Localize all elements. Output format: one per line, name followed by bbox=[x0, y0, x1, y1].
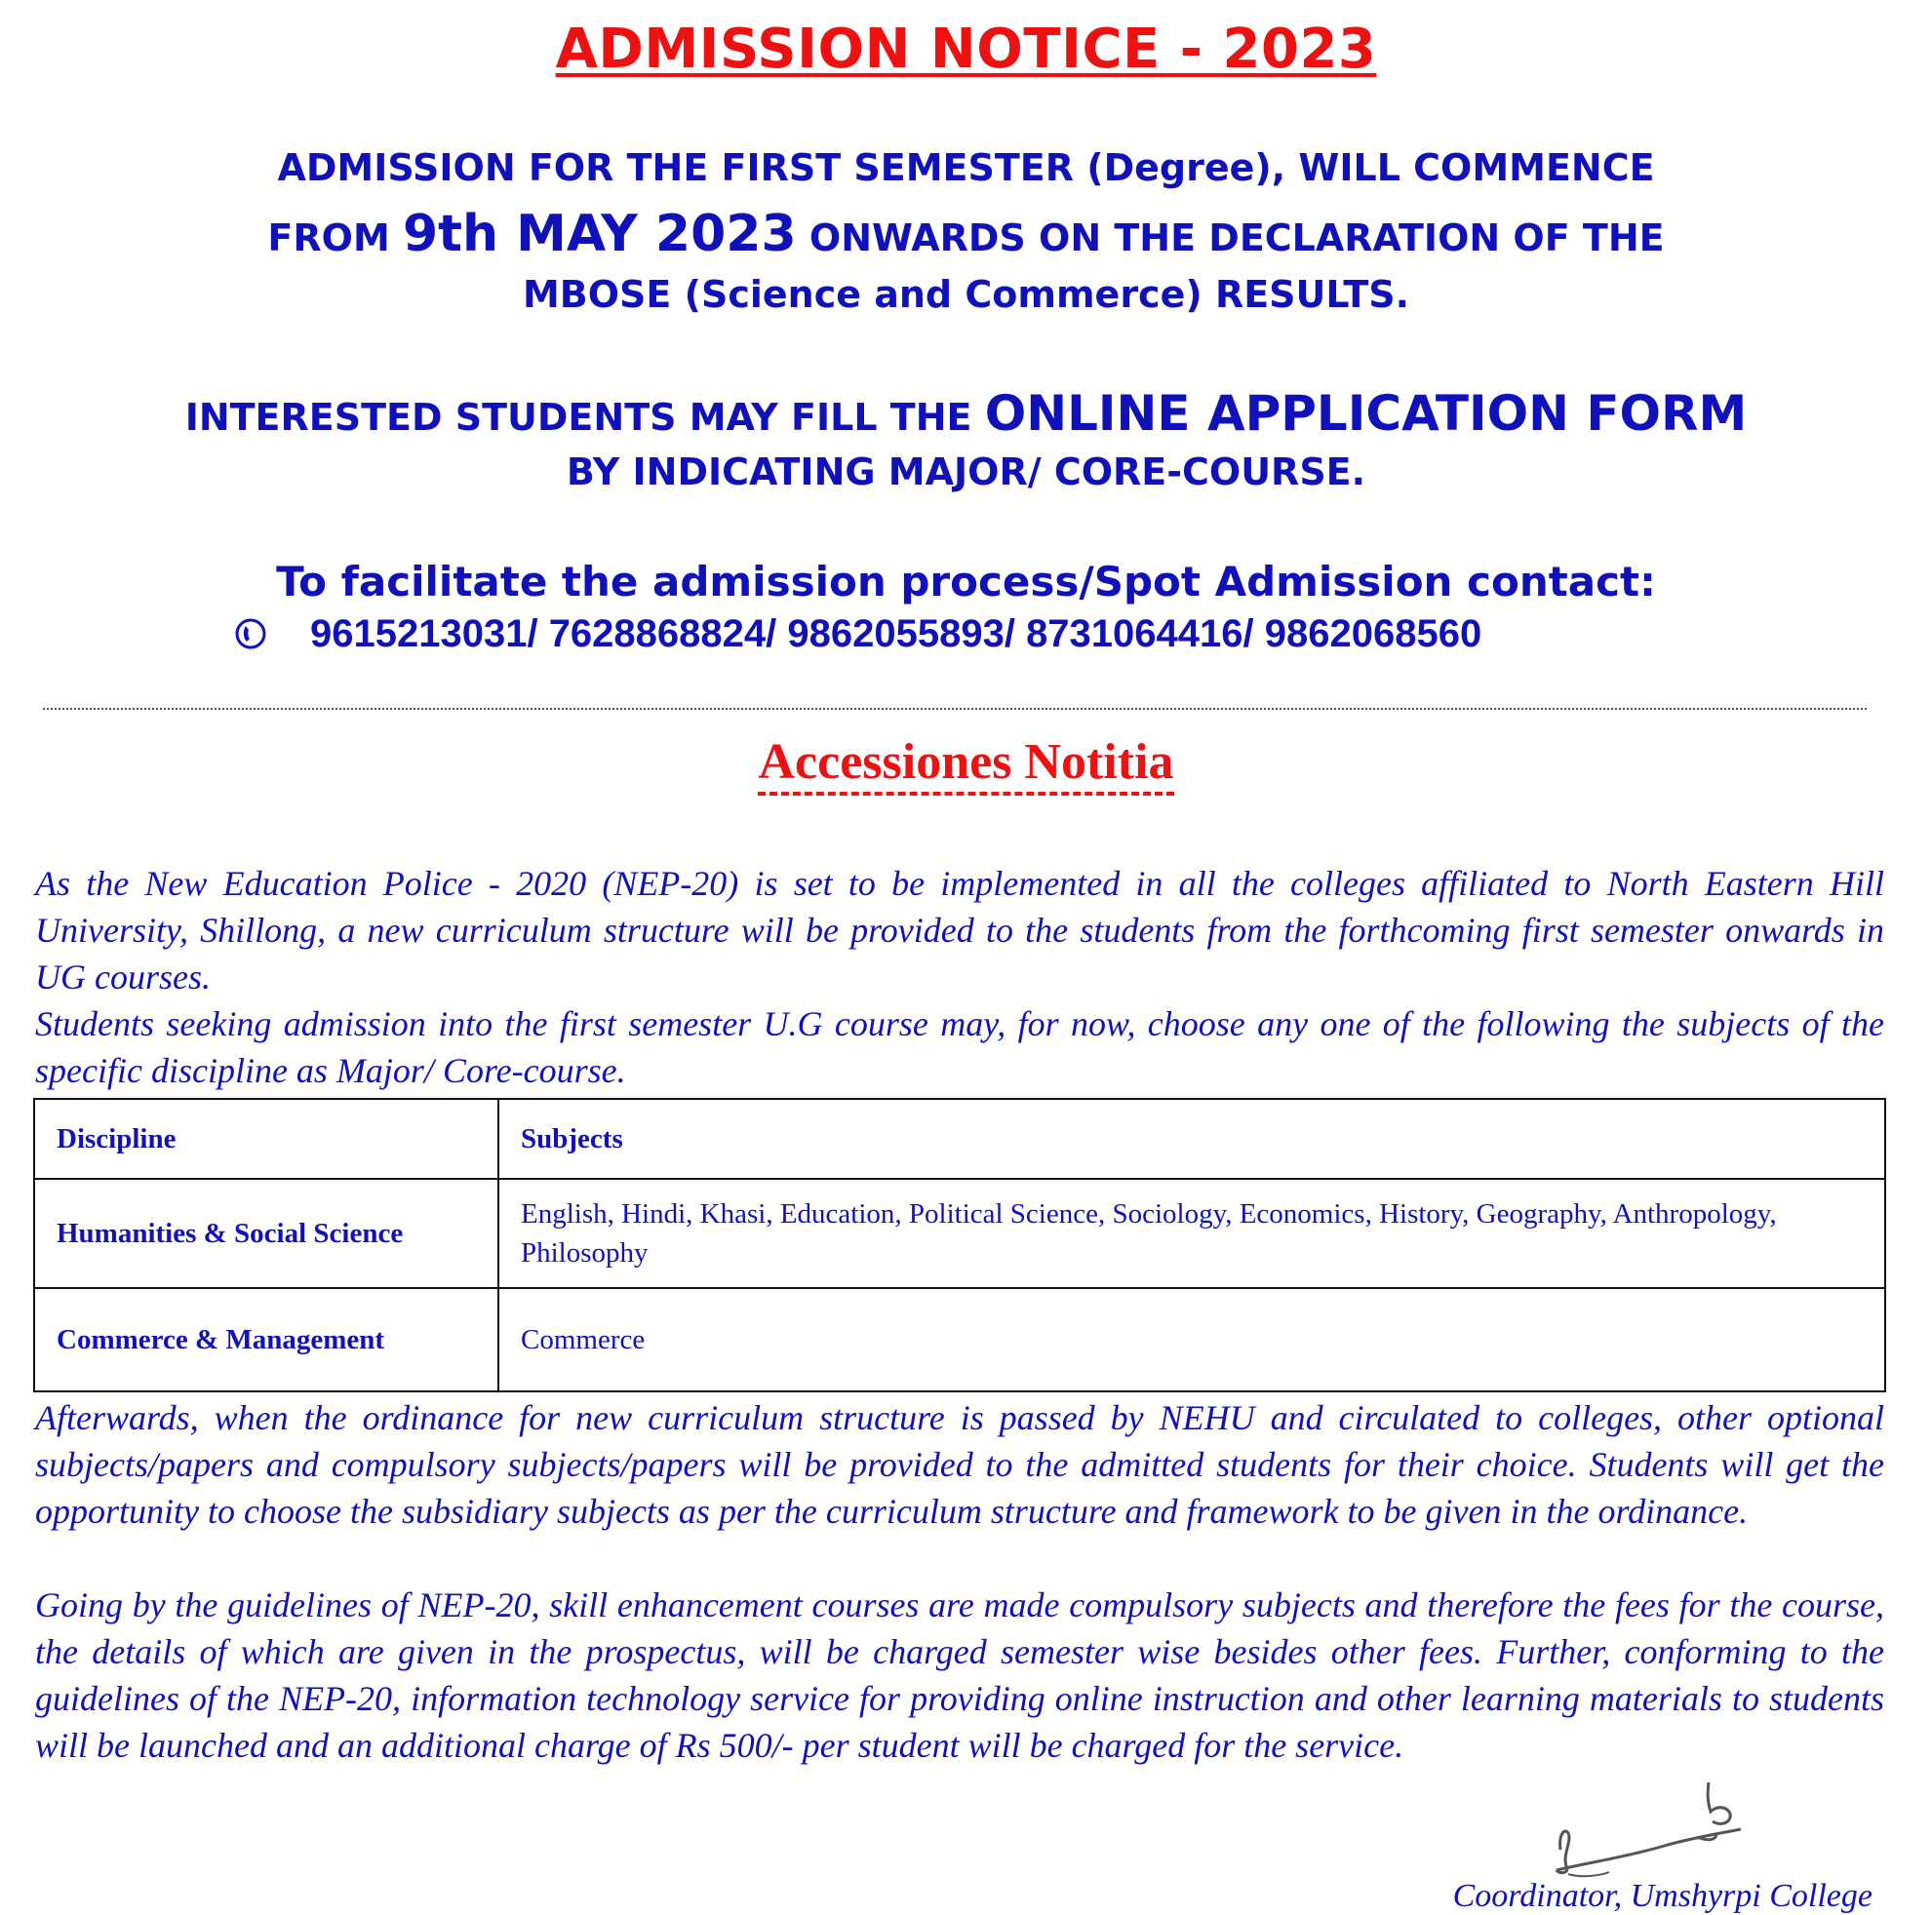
online-application-form-text: ONLINE APPLICATION FORM bbox=[984, 385, 1748, 442]
notice-line-3: MBOSE (Science and Commerce) RESULTS. bbox=[522, 273, 1410, 316]
subtitle-text: Accessiones Notitia bbox=[758, 736, 1173, 796]
notice-line-4 bbox=[0, 385, 1932, 442]
table-row bbox=[34, 1179, 1885, 1288]
table-header-row bbox=[34, 1099, 1885, 1179]
notice-line-2-prefix: FROM bbox=[267, 216, 403, 259]
contact-phones bbox=[234, 612, 1755, 656]
signature-caption: Coordinator, Umshyrpi College bbox=[1452, 1878, 1873, 1914]
notice-line-5: BY INDICATING MAJOR/ CORE-COURSE. bbox=[566, 450, 1366, 493]
notice-line-2-suffix: ONWARDS ON THE DECLARATION OF THE bbox=[796, 216, 1665, 259]
admission-start-date: 9th MAY 2023 bbox=[403, 205, 797, 263]
table-header-discipline: Discipline bbox=[34, 1099, 498, 1179]
table-cell-subjects: Commerce bbox=[498, 1288, 1885, 1391]
notice-line-4-prefix: INTERESTED STUDENTS MAY FILL THE bbox=[184, 396, 985, 439]
section-divider bbox=[43, 708, 1867, 710]
contact-heading: To facilitate the admission process/Spot Admission contact: bbox=[276, 558, 1656, 606]
section-subtitle bbox=[0, 733, 1932, 796]
discipline-subjects-table bbox=[33, 1098, 1886, 1392]
paragraph-fees: Going by the guidelines of NEP-20, skill enhancement courses are made compulsory subjects and therefore the fees for the course, the details of which are given in the prospectus, will be charged semester wise besides other fees. Further, conforming to the guidelines of the NEP-20, information technology service for providing online instruction and other learning materials to students will be launched and an additional charge of Rs 500/- per student will be charged for the service. bbox=[35, 1585, 1884, 1765]
notice-line-2 bbox=[0, 205, 1932, 263]
paragraph-ordinance: Afterwards, when the ordinance for new curriculum structure is passed by NEHU and circulated to colleges, other optional subjects/papers and compulsory subjects/papers will be provided to the admitted students for their choice. Students will get the opportunity to choose the subsidiary subjects as per the curriculum structure and framework to be given in the ordinance. bbox=[35, 1398, 1884, 1531]
table-cell-subjects: English, Hindi, Khasi, Education, Political Science, Sociology, Economics, History, Geography, Anthropology, Philosophy bbox=[498, 1179, 1885, 1288]
paragraph-nep-intro: As the New Education Police - 2020 (NEP-20) is set to be implemented in all the colleges affiliated to North Eastern Hill University, Shillong, a new curriculum structure will be provided to the students from the forthcoming first semester onwards in UG courses. bbox=[35, 864, 1884, 997]
page-title: ADMISSION NOTICE - 2023 bbox=[555, 18, 1377, 81]
paragraph-subject-choice: Students seeking admission into the first semester U.G course may, for now, choose any one of the following the subjects of the specific discipline as Major/ Core-course. bbox=[35, 1004, 1884, 1090]
table-cell-discipline: Humanities & Social Science bbox=[34, 1179, 498, 1288]
phone-numbers: 9615213031/ 7628868824/ 9862055893/ 8731064416/ 9862068560 bbox=[310, 612, 1482, 655]
handwritten-signature bbox=[1551, 1777, 1765, 1884]
table-cell-discipline: Commerce & Management bbox=[34, 1288, 498, 1391]
notice-line-1: ADMISSION FOR THE FIRST SEMESTER (Degree), WILL COMMENCE bbox=[277, 146, 1655, 189]
table-row bbox=[34, 1288, 1885, 1391]
phone-icon bbox=[234, 616, 267, 649]
table-header-subjects: Subjects bbox=[498, 1099, 1885, 1179]
